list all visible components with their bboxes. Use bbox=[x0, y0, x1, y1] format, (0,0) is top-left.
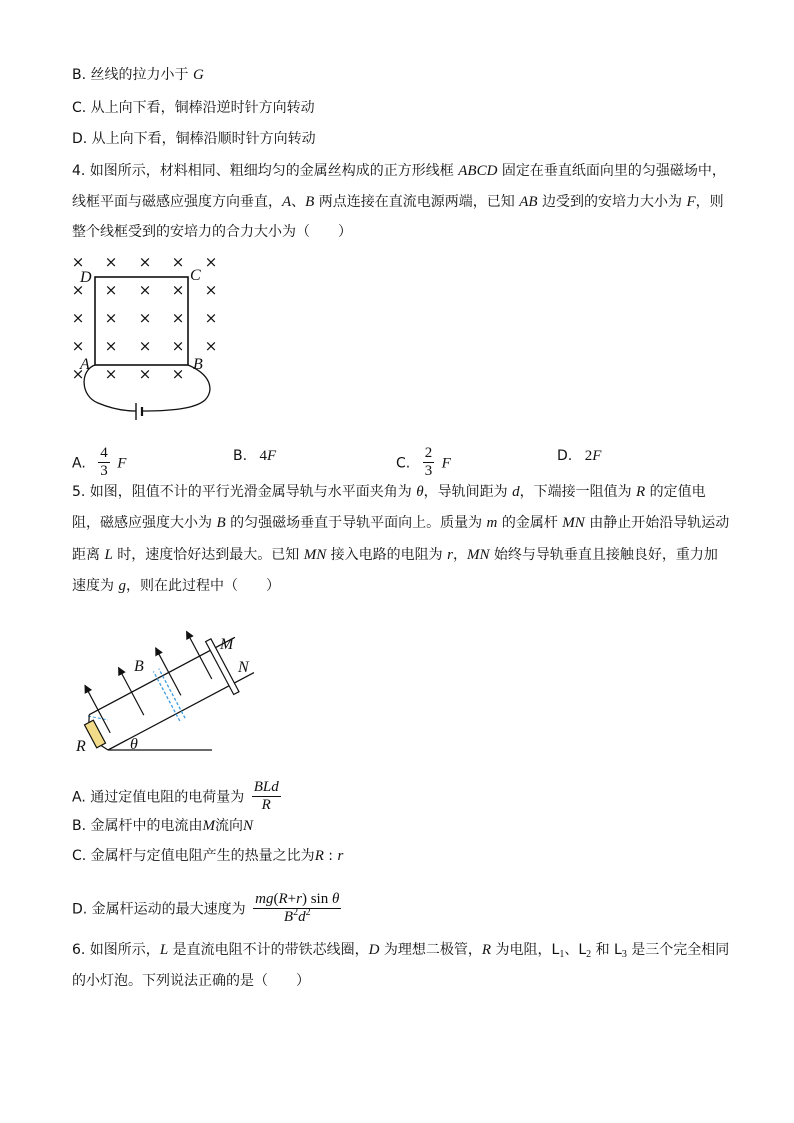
math-variable: mg bbox=[255, 891, 274, 907]
text-run: C. 从上向下看，铜棒沿逆时针方向转动 bbox=[72, 100, 315, 116]
text-run: 两点连接在直流电源两端，已知 bbox=[314, 194, 520, 210]
q3-option-d bbox=[72, 129, 316, 149]
text-run: 为理想二极管， bbox=[379, 942, 482, 958]
vertex-label-d: D bbox=[80, 269, 92, 286]
angle-reference-dash bbox=[88, 716, 108, 720]
math-variable: B bbox=[283, 909, 294, 925]
q4-stem-line-3 bbox=[72, 222, 352, 242]
field-into-page-mark: × bbox=[138, 309, 152, 327]
field-into-page-mark: × bbox=[104, 365, 118, 383]
q6-stem-line-1 bbox=[72, 940, 729, 960]
option-text: A. 通过定值电阻的电荷量为 bbox=[72, 789, 245, 806]
text-run: B. 丝线的拉力小于 bbox=[72, 67, 193, 83]
option-text: D. 金属杆运动的最大速度为 bbox=[72, 901, 246, 918]
math-variable: B bbox=[305, 194, 315, 210]
field-into-page-mark: × bbox=[71, 309, 85, 327]
text-run: 线框平面与磁感应强度方向垂直， bbox=[72, 194, 282, 210]
fraction-numerator: 4 bbox=[100, 445, 108, 461]
force-variable: F bbox=[441, 455, 451, 472]
text-run: 速度为 bbox=[72, 578, 119, 594]
q4-option-b bbox=[233, 446, 276, 466]
option-coefficient: 4 bbox=[259, 448, 268, 464]
text-run: 和 L bbox=[591, 942, 622, 958]
text-run: 时，速度恰好达到最大。已知 bbox=[112, 547, 304, 563]
math-variable: r bbox=[296, 891, 302, 907]
field-into-page-mark: × bbox=[71, 365, 85, 383]
resistor bbox=[84, 720, 105, 748]
option-coefficient: 2 bbox=[584, 448, 593, 464]
text-run: D. 从上向下看，铜棒沿顺时针方向转动 bbox=[72, 131, 316, 147]
math-variable: m bbox=[486, 515, 498, 531]
math-variable: R bbox=[314, 848, 324, 864]
force-variable: F bbox=[117, 455, 127, 472]
field-into-page-mark: × bbox=[138, 337, 152, 355]
q4-option-d bbox=[557, 446, 601, 466]
rod-end-label-n: N bbox=[238, 659, 249, 676]
text-run: 流向 bbox=[215, 818, 244, 834]
math-variable: BLd bbox=[253, 779, 279, 795]
field-into-page-mark: × bbox=[104, 337, 118, 355]
field-into-page-mark: × bbox=[171, 253, 185, 271]
text-run: 是三个完全相同 bbox=[626, 942, 730, 958]
math-variable: R bbox=[636, 484, 646, 500]
fraction-denominator bbox=[282, 909, 313, 926]
option-letter: A. bbox=[72, 455, 86, 472]
q5-option-b bbox=[72, 816, 253, 836]
math-variable: A bbox=[282, 194, 292, 210]
q4-stem-line-2 bbox=[72, 192, 724, 212]
text-run: 的定值电 bbox=[645, 484, 706, 500]
field-into-page-mark: × bbox=[104, 253, 118, 271]
q3-option-c bbox=[72, 98, 315, 118]
text-run: C. 金属杆与定值电阻产生的热量之比为 bbox=[72, 848, 315, 864]
text-run: 由静止开始沿导轨运动 bbox=[584, 515, 730, 531]
math-variable: G bbox=[192, 67, 204, 83]
text-run: 边受到的安培力大小为 bbox=[537, 194, 687, 210]
math-variable: N bbox=[243, 818, 254, 834]
fraction bbox=[98, 445, 110, 480]
fraction bbox=[253, 891, 341, 926]
math-variable: ABCD bbox=[458, 163, 498, 179]
subscript: 3 bbox=[621, 949, 627, 960]
q5-option-d bbox=[72, 891, 344, 925]
q5-stem-line-4 bbox=[72, 576, 280, 596]
q4-stem-line-1 bbox=[72, 161, 726, 181]
q5-option-c bbox=[72, 846, 343, 866]
field-into-page-mark: × bbox=[104, 281, 118, 299]
math-variable: MN bbox=[466, 547, 490, 563]
math-variable: d bbox=[512, 484, 520, 500]
text-run: 、 bbox=[291, 194, 306, 210]
fraction bbox=[423, 445, 435, 480]
math-variable: AB bbox=[519, 194, 538, 210]
field-into-page-mark: × bbox=[104, 309, 118, 327]
math-variable: r bbox=[337, 848, 344, 864]
q5-stem-line-3 bbox=[72, 545, 718, 565]
text-run: B. 金属杆中的电流由 bbox=[72, 818, 203, 834]
fraction-numerator: 2 bbox=[424, 445, 433, 461]
math-variable: R bbox=[481, 942, 492, 958]
math-variable: F bbox=[686, 194, 696, 210]
vertex-label-c: C bbox=[190, 267, 201, 284]
text-run: ( bbox=[273, 891, 279, 907]
subscript: 2 bbox=[586, 949, 592, 960]
text-run: 阻，磁感应强度大小为 bbox=[72, 515, 217, 531]
fraction-denominator bbox=[260, 797, 273, 814]
math-variable: L bbox=[159, 942, 169, 958]
math-variable: L bbox=[104, 547, 113, 563]
text-run: 的小灯泡。下列说法正确的是（ ） bbox=[72, 973, 310, 989]
math-variable: B bbox=[216, 515, 226, 531]
text-run: 为电阻，L bbox=[491, 942, 560, 958]
rod-end-label-m: M bbox=[220, 636, 234, 653]
text-run: + bbox=[287, 891, 297, 907]
field-into-page-mark: × bbox=[71, 281, 85, 299]
field-into-page-mark: × bbox=[138, 253, 152, 271]
battery-symbol bbox=[136, 403, 142, 420]
math-variable: R bbox=[261, 797, 271, 813]
resistor-label-r: R bbox=[76, 738, 86, 755]
text-run: 的金属杆 bbox=[497, 515, 563, 531]
field-into-page-mark: × bbox=[171, 309, 185, 327]
text-run: 距离 bbox=[72, 547, 105, 563]
q4-option-c bbox=[396, 445, 451, 479]
field-into-page-mark: × bbox=[71, 253, 85, 271]
fraction-denominator: 3 bbox=[424, 463, 433, 479]
fraction-numerator bbox=[252, 779, 281, 797]
math-variable: D bbox=[368, 942, 380, 958]
superscript: 2 bbox=[305, 907, 311, 918]
text-run: ，下端接一阻值为 bbox=[519, 484, 637, 500]
field-arrow bbox=[156, 648, 181, 696]
field-into-page-mark: × bbox=[71, 337, 85, 355]
text-run: 的匀强磁场垂直于导轨平面向上。质量为 bbox=[225, 515, 487, 531]
magnetic-field-arrows bbox=[85, 631, 212, 733]
vertex-label-b: B bbox=[193, 356, 203, 373]
field-arrow bbox=[187, 631, 212, 679]
field-label-b: B bbox=[134, 658, 144, 675]
math-variable: d bbox=[298, 909, 306, 925]
math-variable: g bbox=[118, 578, 126, 594]
text-run: ) sin bbox=[301, 891, 332, 907]
q4-option-a bbox=[72, 445, 127, 479]
superscript: 2 bbox=[293, 907, 299, 918]
math-variable: MN bbox=[562, 515, 585, 531]
text-run: 整个线框受到的安培力的合力大小为（ ） bbox=[72, 224, 352, 240]
option-letter: D. bbox=[557, 448, 573, 464]
text-run: 4. 如图所示，材料相同、粗细均匀的金属丝构成的正方形线框 bbox=[72, 163, 459, 179]
field-into-page-mark: × bbox=[171, 281, 185, 299]
text-run: ， bbox=[452, 547, 467, 563]
field-into-page-mark: × bbox=[204, 309, 218, 327]
field-into-page-mark: × bbox=[204, 337, 218, 355]
force-variable: F bbox=[592, 448, 602, 464]
q5-stem-line-2 bbox=[72, 513, 729, 533]
math-variable: MN bbox=[303, 547, 327, 563]
text-run: ，导轨间距为 bbox=[423, 484, 513, 500]
text-run: : bbox=[323, 848, 338, 864]
math-variable: r bbox=[447, 547, 453, 563]
field-into-page-mark: × bbox=[171, 337, 185, 355]
text-run: 6. 如图所示， bbox=[72, 942, 160, 958]
angle-label-theta: θ bbox=[130, 736, 138, 753]
text-run: ，则在此过程中（ ） bbox=[125, 578, 280, 594]
field-into-page-mark: × bbox=[171, 365, 185, 383]
q5-option-a bbox=[72, 779, 284, 813]
text-run: 接入电路的电阻为 bbox=[326, 547, 448, 563]
vertex-label-a: A bbox=[80, 356, 90, 373]
text-run: 5. 如图，阻值不计的平行光滑金属导轨与水平面夹角为 bbox=[72, 484, 417, 500]
math-variable: θ bbox=[331, 891, 340, 907]
text-run: 、L bbox=[564, 942, 587, 958]
field-into-page-mark: × bbox=[204, 281, 218, 299]
text-run: 始终与导轨垂直且接触良好，重力加 bbox=[489, 547, 718, 563]
q6-stem-line-2 bbox=[72, 971, 310, 991]
inclined-rails-figure bbox=[60, 600, 270, 760]
q5-stem-line-1 bbox=[72, 482, 706, 502]
math-variable: R bbox=[278, 891, 288, 907]
fraction-denominator: 3 bbox=[100, 463, 108, 479]
fraction bbox=[252, 779, 281, 814]
option-letter: C. bbox=[396, 455, 411, 472]
field-into-page-mark: × bbox=[204, 253, 218, 271]
subscript: 1 bbox=[559, 949, 565, 960]
math-variable: θ bbox=[416, 484, 424, 500]
text-run: 是直流电阻不计的带铁芯线圈， bbox=[168, 942, 369, 958]
square-frame-in-field-figure bbox=[60, 250, 230, 430]
text-run: ，则 bbox=[695, 194, 724, 210]
option-letter: B. bbox=[233, 448, 248, 464]
text-run: 固定在垂直纸面向里的匀强磁场中， bbox=[497, 163, 726, 179]
q3-option-b bbox=[72, 65, 204, 85]
force-variable: F bbox=[267, 448, 277, 464]
field-into-page-mark: × bbox=[138, 281, 152, 299]
math-variable: M bbox=[202, 818, 216, 834]
field-into-page-mark: × bbox=[138, 365, 152, 383]
